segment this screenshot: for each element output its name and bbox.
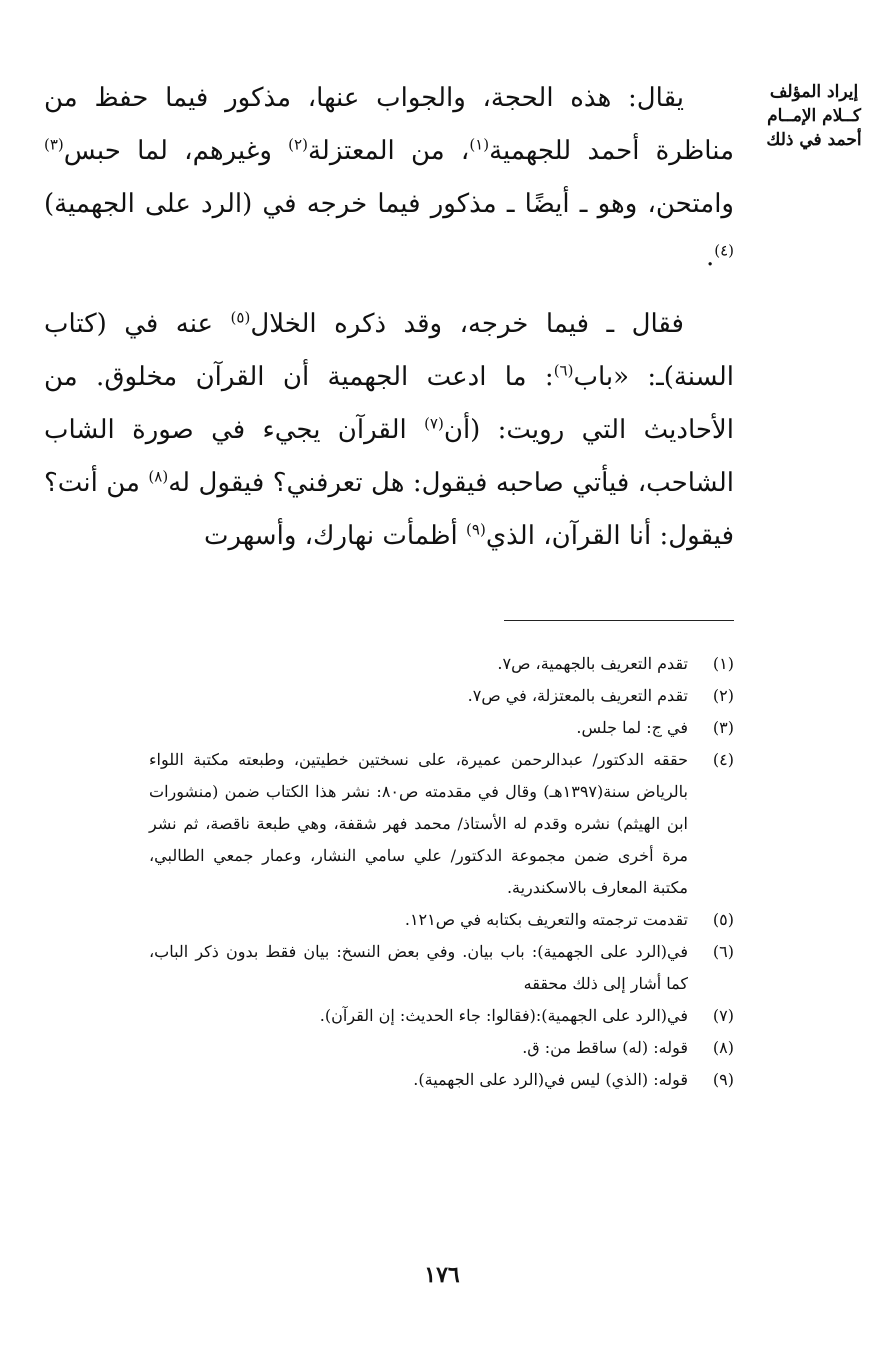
- footnote-item: [149, 904, 734, 936]
- text-run: : ما ادعت الجهمية أن القرآن مخلوق. من الأحاديث التي رويت: (أن: [44, 362, 734, 445]
- footnote-item: [149, 712, 734, 744]
- paragraph-1: [44, 72, 734, 284]
- footnote-item: [149, 936, 734, 1000]
- text-run: .: [705, 242, 715, 272]
- footnote-number: (١): [712, 654, 734, 673]
- footnote-marker: (٢): [288, 135, 308, 154]
- footnote-item: [149, 648, 734, 680]
- text-run: من أنت؟ فيقول: أنا القرآن، الذي: [44, 468, 734, 551]
- margin-note-line: أحمد في ذلك: [766, 130, 862, 150]
- footnote-item: [149, 1000, 734, 1032]
- footnote-text: حققه الدكتور/ عبدالرحمن عميرة، على نسختين خطيتين، وطبعته مكتبة اللواء بالرياض سنة(١٣٩٧هـ) وقال في مقدمته ص٨٠: نشر هذا الكتاب ضمن (منشورات ابن الهيثم) نشره وقدم له الأستاذ/ محمد فهر شقفة، وهي طبعة ناقصة، ثم نشر مرة أخرى ضمن مجموعة الدكتور/ علي سامي النشار، وعمار جمعي الطالبي، مكتبة المعارف بالاسكندرية.: [149, 750, 689, 897]
- footnote-text: تقدم التعريف بالمعتزلة، في ص٧.: [467, 686, 688, 705]
- margin-note: [754, 80, 874, 152]
- footnote-text: تقدمت ترجمته والتعريف بكتابه في ص١٢١.: [404, 910, 688, 929]
- margin-note-line: إيراد المؤلف: [769, 82, 859, 102]
- footnote-text: قوله: (له) ساقط من: ق.: [522, 1038, 688, 1057]
- footnote-marker: (١): [469, 135, 490, 154]
- footnote-number: (٨): [712, 1038, 734, 1057]
- footnote-number: (٤): [712, 750, 734, 769]
- footnote-number: (٩): [712, 1070, 734, 1089]
- footnote-separator: [504, 620, 734, 621]
- footnote-text: في(الرد على الجهمية): باب بيان. وفي بعض النسخ: بيان فقط بدون ذكر الباب، كما أشار إلى ذلك محققه: [149, 942, 688, 993]
- main-text: [44, 72, 734, 563]
- text-run: وامتحن، وهو ـ أيضًا ـ مذكور فيما خرجه في (الرد على الجهمية): [44, 189, 734, 219]
- footnote-number: (٢): [712, 686, 734, 705]
- footnote-marker: (٣): [44, 135, 64, 154]
- footnotes: [149, 648, 734, 1096]
- footnote-text: في ج: لما جلس.: [576, 718, 688, 737]
- text-run: عنه في (كتاب السنة)ـ: «باب: [44, 309, 734, 392]
- page-number: ١٧٦: [424, 1262, 460, 1288]
- footnote-text: تقدم التعريف بالجهمية، ص٧.: [497, 654, 688, 673]
- footnote-marker: (٤): [714, 241, 734, 260]
- footnote-marker: (٧): [424, 414, 444, 433]
- text-run: القرآن يجيء في صورة الشاب الشاحب، فيأتي صاحبه فيقول: هل تعرفني؟ فيقول له: [44, 415, 734, 498]
- footnote-item: [149, 680, 734, 712]
- footnote-item: [149, 1032, 734, 1064]
- margin-note-line: كــلام الإمــام: [767, 106, 861, 126]
- text-run: أظمأت نهارك، وأسهرت: [204, 521, 467, 551]
- footnote-item: [149, 744, 734, 904]
- footnote-text: قوله: (الذي) ليس في(الرد على الجهمية).: [413, 1070, 688, 1089]
- footnote-marker: (٨): [148, 467, 169, 486]
- paragraph-2: [44, 298, 734, 563]
- footnote-number: (٥): [712, 910, 734, 929]
- footnote-marker: (٥): [230, 308, 251, 327]
- text-run: يقال: هذه الحجة، والجواب عنها، مذكور فيما حفظ من مناظرة أحمد للجهمية: [44, 83, 734, 166]
- text-run: فقال ـ فيما خرجه، وقد ذكره الخلال: [250, 309, 684, 339]
- footnote-number: (٦): [712, 942, 734, 961]
- footnote-marker: (٦): [553, 361, 574, 380]
- text-run: ، من المعتزلة: [307, 136, 470, 166]
- footnote-number: (٣): [712, 718, 734, 737]
- footnote-item: [149, 1064, 734, 1096]
- footnote-number: (٧): [712, 1006, 734, 1025]
- text-run: وغيرهم، لما حبس: [63, 136, 289, 166]
- footnote-text: في(الرد على الجهمية):(فقالوا: جاء الحديث: إن القرآن).: [319, 1006, 688, 1025]
- footnote-marker: (٩): [466, 520, 486, 539]
